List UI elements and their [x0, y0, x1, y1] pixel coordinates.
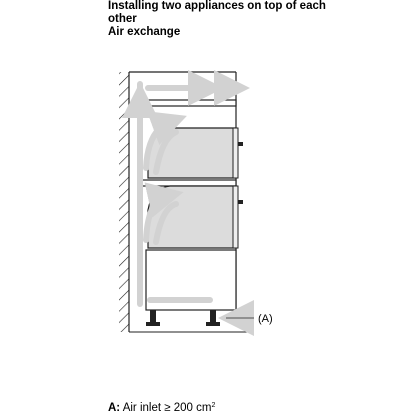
wall: [119, 72, 129, 332]
legend: [108, 399, 215, 415]
legend-superscript: 2: [211, 402, 216, 409]
heading-line-1: Installing two appliances on top of each: [108, 0, 326, 12]
legend-key: A:: [108, 402, 121, 414]
cabinet-feet: [129, 310, 250, 332]
callout-label: (A): [258, 313, 273, 325]
legend-text: Air inlet ≥ 200 cm: [122, 402, 212, 414]
heading-line-2: other: [108, 13, 137, 25]
heading-line-3: Air exchange: [108, 26, 181, 38]
